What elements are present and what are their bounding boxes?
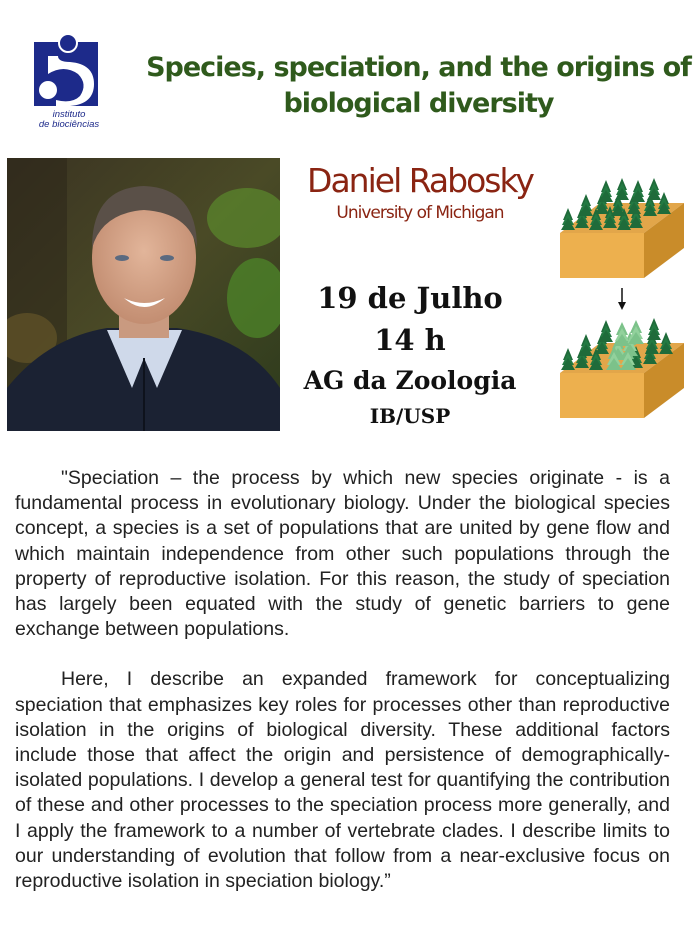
speaker-affiliation: University of Michigan [336,203,504,223]
logo-line-1: instituto [52,109,86,120]
speaker-photo [7,158,280,431]
abstract-paragraph-2: Here, I describe an expanded framework for conceptualizing speciation that emphasizes key roles for processes other than reproductive isolation in the origins of biological diversity. These additional factors include those that affect the origin and persistence of demographically-isolated populations. I develop a general test for quantifying the contribution of these and other processes to the speciation process more generally, and I apply the framework to a number of vertebrate clades. I describe limits to our understanding of evolution that follow from a near-exclusive focus on reproductive isolation in speciation biology.” [15,668,670,893]
ib-logo-mark-icon [34,34,98,106]
institute-logo [30,34,108,130]
forest-block-top-icon [560,178,684,278]
event-time: 14 h [374,323,446,357]
event-place: AG da Zoologia [303,366,517,395]
logo-line-2: de biociências [38,118,100,130]
down-arrow-icon [618,288,626,310]
abstract-paragraph-1: "Speciation – the process by which new species originate - is a fundamental process in evolutionary biology. Under the biological species concept, a species is a set of populations that are united by gene flow and which maintain independence from other such populations through the property of reproductive isolation. For this reason, the study of speciation has largely been equated with the study of genetic barriers to gene exchange between populations. [15,467,670,641]
forest-block-bottom-icon [560,318,684,418]
speaker-name: Daniel Rabosky [307,161,533,200]
event-date: 19 de Julho [317,281,503,315]
speciation-illustration [556,178,686,418]
event-details [280,278,540,432]
logo-text [30,110,108,129]
talk-title: Species, speciation, and the origins of biological diversity [146,52,691,119]
event-institution: IB/USP [369,404,451,428]
talk-abstract [15,466,670,894]
speaker-portrait-image [7,158,280,431]
